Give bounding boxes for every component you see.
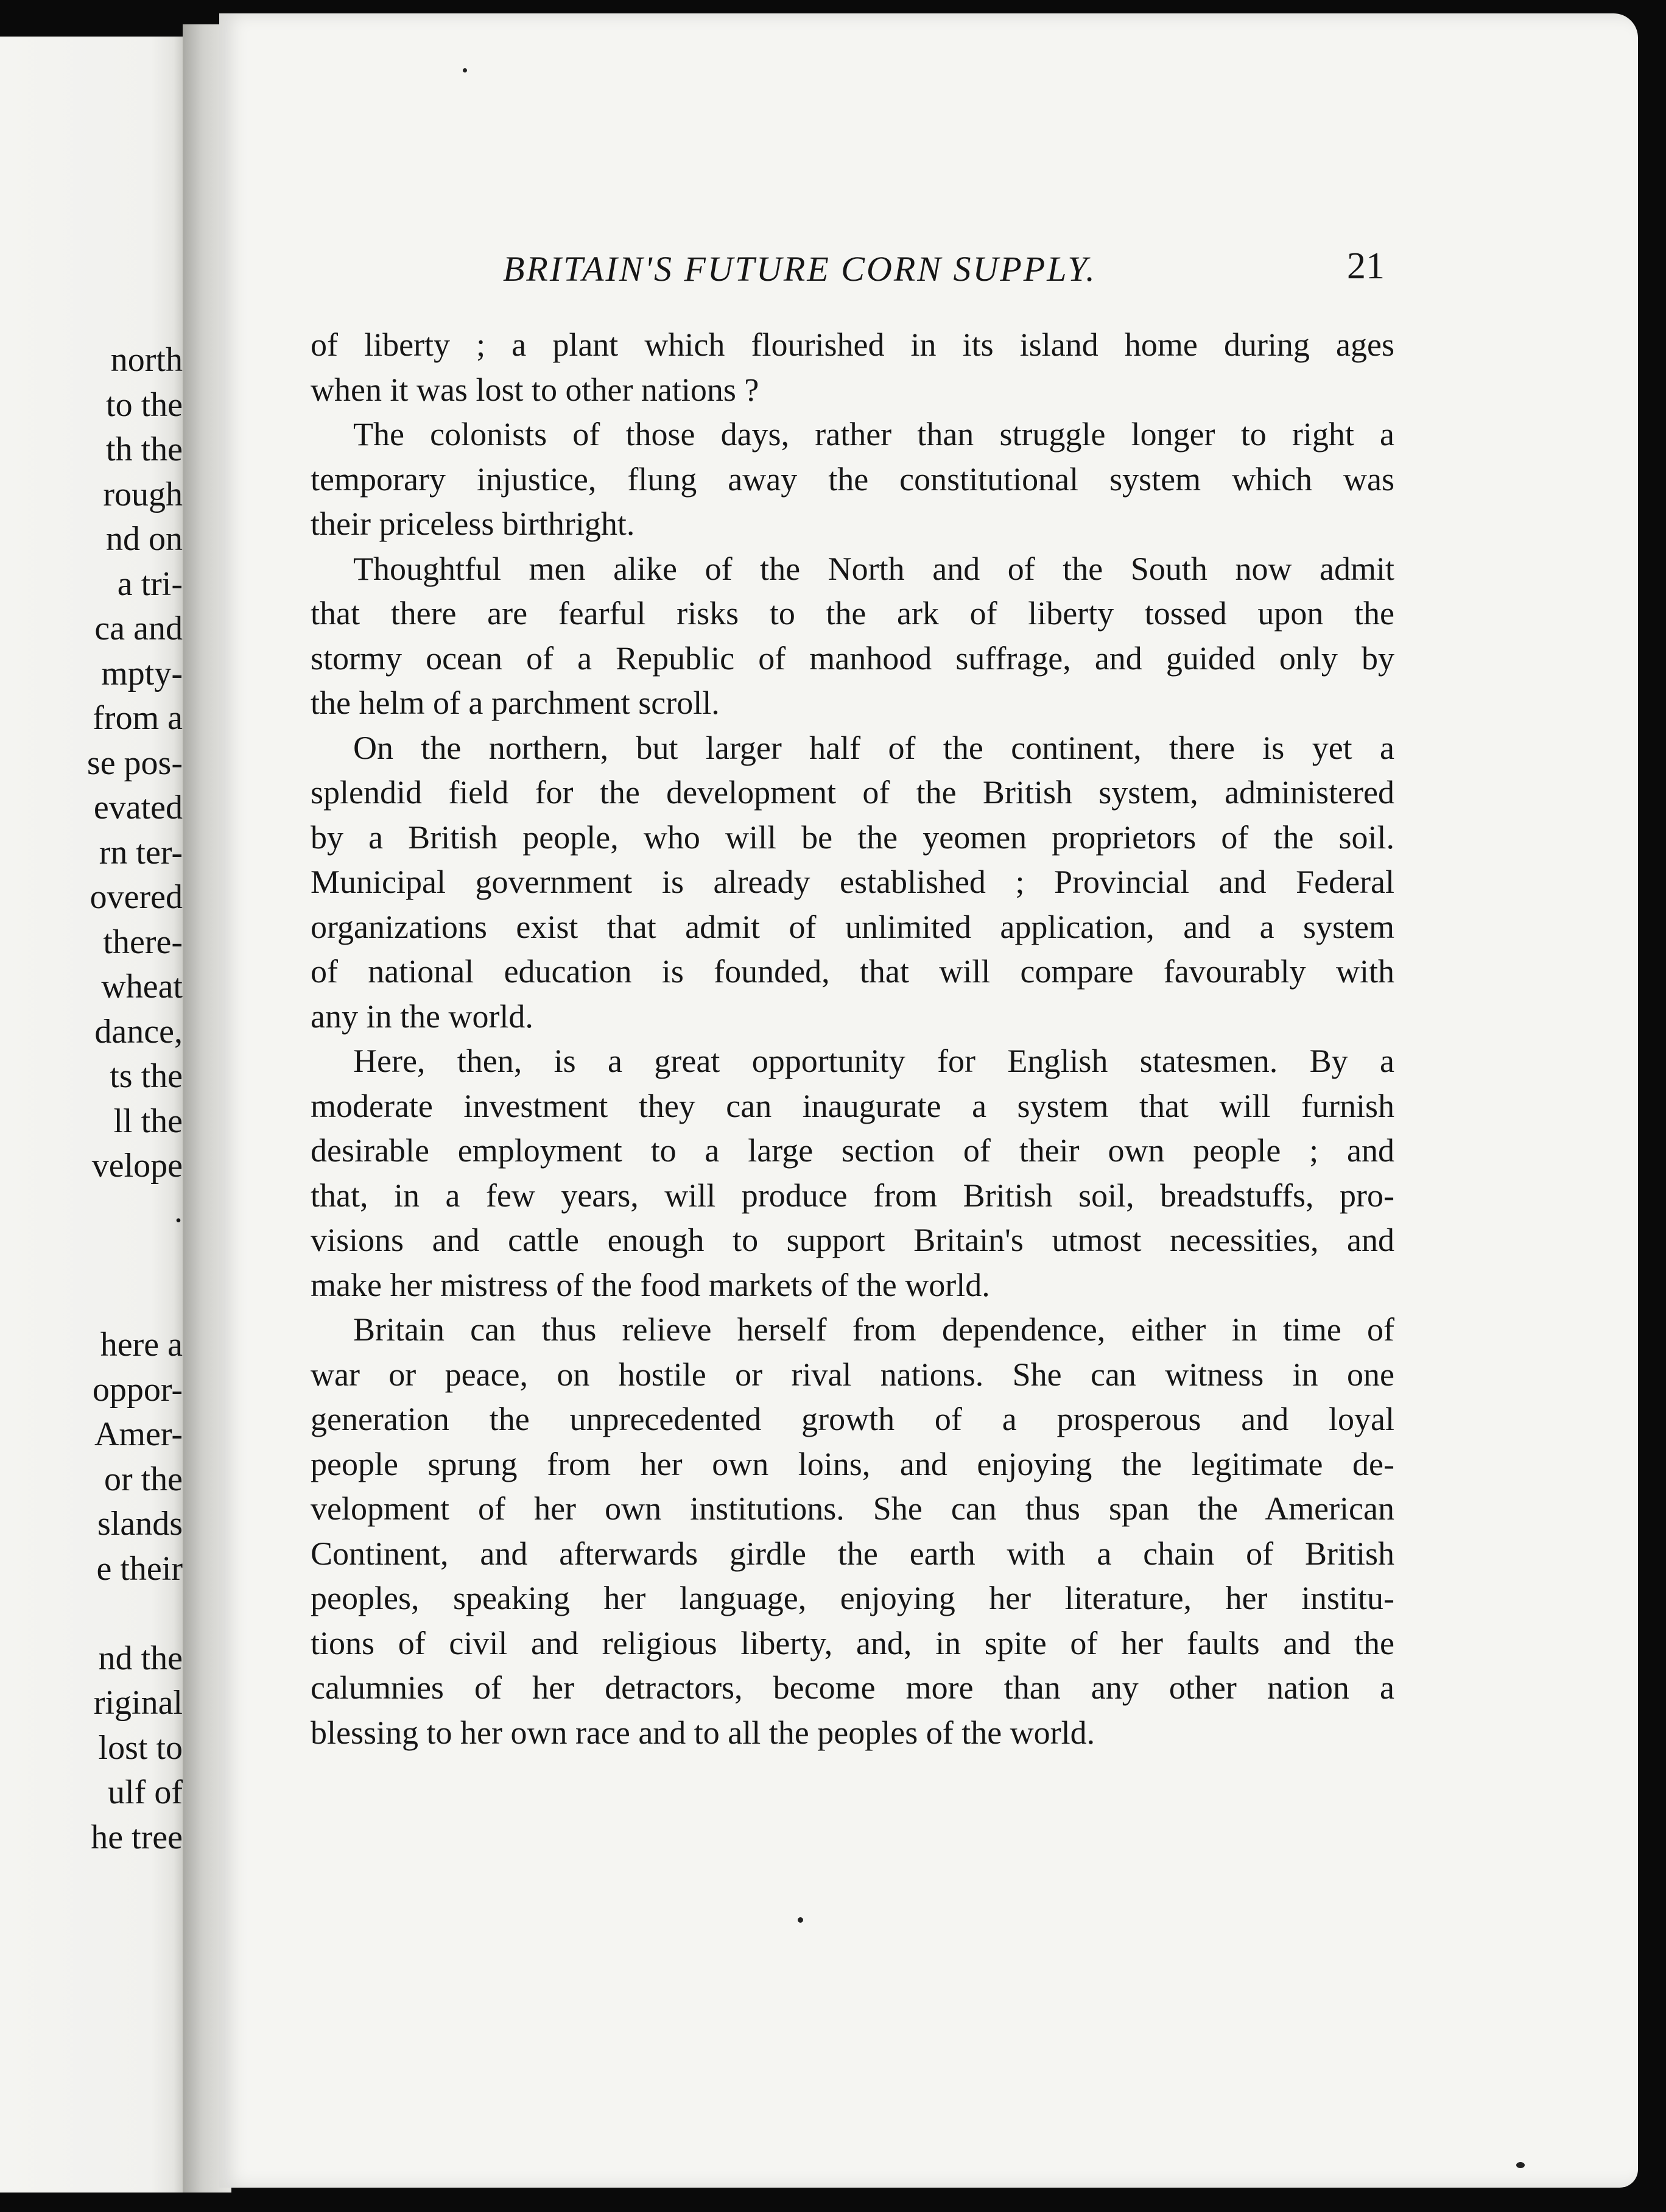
paragraph [311, 1039, 1394, 1308]
text-line: by a British people, who will be the yeomen proprietors of the soil. [311, 819, 1394, 856]
facing-page-line: . [174, 1191, 183, 1230]
facing-page-line: from a [93, 699, 183, 737]
running-head: BRITAIN'S FUTURE CORN SUPPLY. [503, 249, 1097, 289]
text-line: calumnies of her detractors, become more than any other nation a [311, 1669, 1394, 1706]
facing-page-line: th the [106, 431, 183, 468]
facing-page-line: ll the [113, 1102, 183, 1140]
facing-page-line: ulf of [108, 1773, 183, 1811]
text-line: of liberty ; a plant which flourished in its island home during ages [311, 326, 1394, 363]
text-line: the helm of a parchment scroll. [311, 685, 720, 721]
facing-page-line: here a [100, 1326, 183, 1364]
text-line: The colonists of those days, rather than struggle longer to right a [353, 416, 1394, 453]
text-line: make her mistress of the food markets of the world. [311, 1266, 990, 1303]
text-line: splendid field for the development of the British system, administered [311, 774, 1394, 811]
text-line: any in the world. [311, 998, 533, 1035]
paragraph [311, 412, 1394, 547]
text-line: desirable employment to a large section of their own people ; and [311, 1132, 1394, 1169]
facing-page-line: slands [97, 1505, 183, 1543]
text-line: that, in a few years, will produce from British soil, breadstuffs, pro- [311, 1177, 1394, 1214]
facing-page-line: evated [93, 789, 183, 826]
facing-page-line: nd on [106, 520, 183, 558]
facing-page-line: overed [90, 878, 183, 916]
text-line: blessing to her own race and to all the peoples of the world. [311, 1714, 1095, 1751]
scan-speck [798, 1917, 803, 1923]
text-line: velopment of her own institutions. She can thus span the American [311, 1490, 1394, 1527]
text-line: organizations exist that admit of unlimited application, and a system [311, 908, 1394, 945]
paragraph [311, 547, 1394, 726]
text-line: their priceless birthright. [311, 505, 635, 542]
text-line: visions and cattle enough to support Britain's utmost necessities, and [311, 1222, 1394, 1258]
text-line: that there are fearful risks to the ark of liberty tossed upon the [311, 595, 1394, 632]
facing-page-line: there- [103, 923, 183, 961]
text-line: On the northern, but larger half of the continent, there is yet a [353, 729, 1394, 766]
facing-page-line: oppor- [92, 1370, 183, 1409]
scan-speck [1516, 2162, 1525, 2168]
paragraph [311, 323, 1394, 412]
text-line: Thoughtful men alike of the North and of the South now admit [353, 550, 1394, 587]
text-line: temporary injustice, flung away the constitutional system which was [311, 460, 1394, 498]
facing-page-line: to the [106, 386, 183, 424]
text-line: Continent, and afterwards girdle the earth with a chain of British [311, 1535, 1394, 1572]
facing-page-line: wheat [101, 968, 183, 1006]
facing-page-line: se pos- [86, 744, 183, 782]
text-line: when it was lost to other nations ? [311, 371, 759, 408]
text-line: generation the unprecedented growth of a prosperous and loyal [311, 1401, 1394, 1437]
paragraph [311, 726, 1394, 1040]
facing-page-line: or the [104, 1460, 183, 1498]
facing-page-line: nd the [98, 1639, 183, 1677]
facing-page-line: north [110, 341, 183, 379]
text-line: people sprung from her own loins, and enjoying the legitimate de- [311, 1445, 1394, 1482]
text-line: Municipal government is already established ; Provincial and Federal [311, 864, 1394, 900]
facing-page-line: dance, [94, 1012, 183, 1051]
text-line: peoples, speaking her language, enjoying her literature, her institu- [311, 1580, 1394, 1616]
facing-page-line: velope [91, 1147, 183, 1185]
text-line: Here, then, is a great opportunity for English statesmen. By a [353, 1043, 1394, 1079]
facing-page-line: e their [96, 1549, 183, 1588]
facing-page-line: he tree [91, 1818, 183, 1856]
facing-page-line: ca and [94, 610, 183, 647]
text-line: of national education is founded, that will compare favourably with [311, 953, 1394, 990]
facing-page-fragment [0, 37, 189, 2193]
facing-page-line: lost to [98, 1728, 183, 1767]
text-line: Britain can thus relieve herself from dependence, either in time of [353, 1311, 1394, 1348]
text-line: tions of civil and religious liberty, and, in spite of her faults and the [311, 1624, 1394, 1661]
text-line: moderate investment they can inaugurate a system that will furnish [311, 1087, 1394, 1124]
body-text [311, 323, 1394, 1755]
paragraph [311, 1308, 1394, 1755]
facing-page-line: rough [103, 475, 183, 513]
page-number: 21 [1347, 245, 1385, 287]
facing-page-line: mpty- [101, 654, 183, 692]
facing-page-line: ts the [110, 1057, 183, 1095]
facing-page-line: Amer- [94, 1415, 183, 1453]
scan-speck [463, 68, 467, 72]
text-line: stormy ocean of a Republic of manhood suffrage, and guided only by [311, 639, 1394, 677]
text-line: war or peace, on hostile or rival nations. She can witness in one [311, 1356, 1394, 1393]
facing-page-line: rn ter- [99, 833, 183, 872]
facing-page-line: riginal [93, 1684, 183, 1722]
facing-page-line: a tri- [117, 565, 183, 603]
